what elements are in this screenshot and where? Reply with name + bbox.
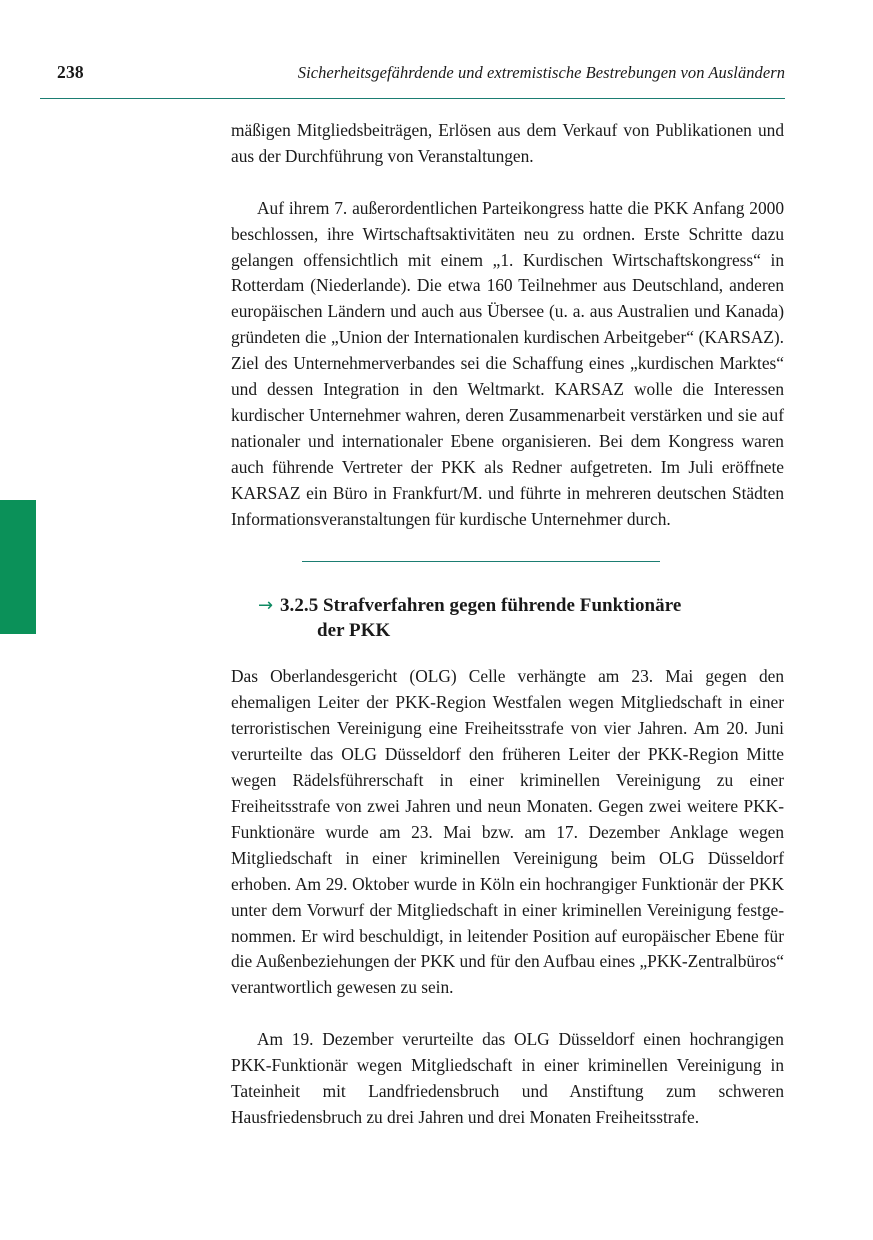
running-head-title: Sicherheitsgefährdende und extremistische Bestrebungen von Ausländern	[297, 63, 785, 82]
page-number: 238	[57, 62, 84, 82]
section-heading	[231, 593, 784, 643]
paragraph-december-verdict: Am 19. Dezember verurteilte das OLG Düsseldorf einen hochrangigen PKK-Funktionär wegen Mitgliedschaft in einer kriminellen Vereinigung in Tateinheit mit Landfriedensbruch und Anstiftung zum schweren Hausfriedensbruch zu drei Jahren und drei Monaten Freiheitsstrafe.	[231, 1029, 784, 1127]
section-heading-line-1: 3.2.5 Strafverfahren gegen führende Funktionäre	[280, 595, 682, 617]
section-divider-rule	[302, 561, 660, 562]
paragraph-court-proceedings: Das Oberlandesgericht (OLG) Celle verhängte am 23. Mai gegen den ehemaligen Leiter der PKK-Region Westfalen wegen Mitgliedschaft in einer terroristischen Vereinigung eine Freiheitsstrafe von vier Jahren. Am 20. Juni verurteilte das OLG Düsseldorf den früheren Leiter der PKK-Region Mitte wegen Rädelsführerschaft in einer kriminellen Vereinigung zu einer Freiheitsstrafe von zwei Jahren und neun Monaten. Gegen zwei weitere PKK-Funktionäre wurde am 23. Mai bzw. am 17. Dezember Anklage wegen Mitgliedschaft in einer kriminellen Vereinigung beim OLG Düsseldorf erhoben. Am 29. Oktober wurde in Köln ein hochrangiger Funktionär der PKK unter dem Vorwurf der Mitgliedschaft in einer kriminellen Vereinigung festgenommen. Er wird beschuldigt, in leitender Position auf europäischer Ebene für die Außenbeziehungen der PKK und für den Aufbau eines „PKK-Zentralbüros“ verantwortlich gewesen zu sein.	[231, 666, 784, 998]
chapter-thumb-tab	[0, 500, 36, 634]
section-divider-wrap	[231, 532, 784, 562]
paragraph-continuation: mäßigen Mitgliedsbeiträgen, Erlösen aus dem Verkauf von Publikationen und aus der Durchführung von Veranstaltungen.	[231, 120, 784, 166]
section-heading-line-2: der PKK	[317, 620, 391, 642]
arrow-right-icon: →	[258, 595, 274, 617]
text-column	[231, 118, 784, 1131]
paragraph-karsaz: Auf ihrem 7. außerordentlichen Parteikongress hatte die PKK Anfang 2000 beschlossen, ihre Wirtschaftsaktivitäten neu zu ordnen. Erste Schritte dazu gelangen offensichtlich mit einem „1. Kurdischen Wirtschaftskongress“ in Rotterdam (Niederlande). Die etwa 160 Teilnehmer aus Deutschland, anderen europäischen Ländern und auch aus Übersee (u. a. aus Australien und Kanada) gründeten die „Union der Internationalen kurdischen Arbeitgeber“ (KARSAZ). Ziel des Unternehmerverbandes sei die Schaffung eines „kurdischen Marktes“ und dessen Integration in den Weltmarkt. KARSAZ wolle die Interessen kurdischer Unternehmer wahren, deren Zusammenarbeit verstärken und sie auf nationaler und internationaler Ebene organisieren. Bei dem Kongress waren auch führende Vertreter der PKK als Redner aufgetreten. Im Juli eröffnete KARSAZ ein Büro in Frankfurt/M. und führte in mehreren deutschen Städten Informationsveranstaltungen für kurdische Unternehmer durch.	[231, 197, 784, 529]
running-head	[40, 62, 785, 99]
section-heading-text	[280, 593, 681, 643]
